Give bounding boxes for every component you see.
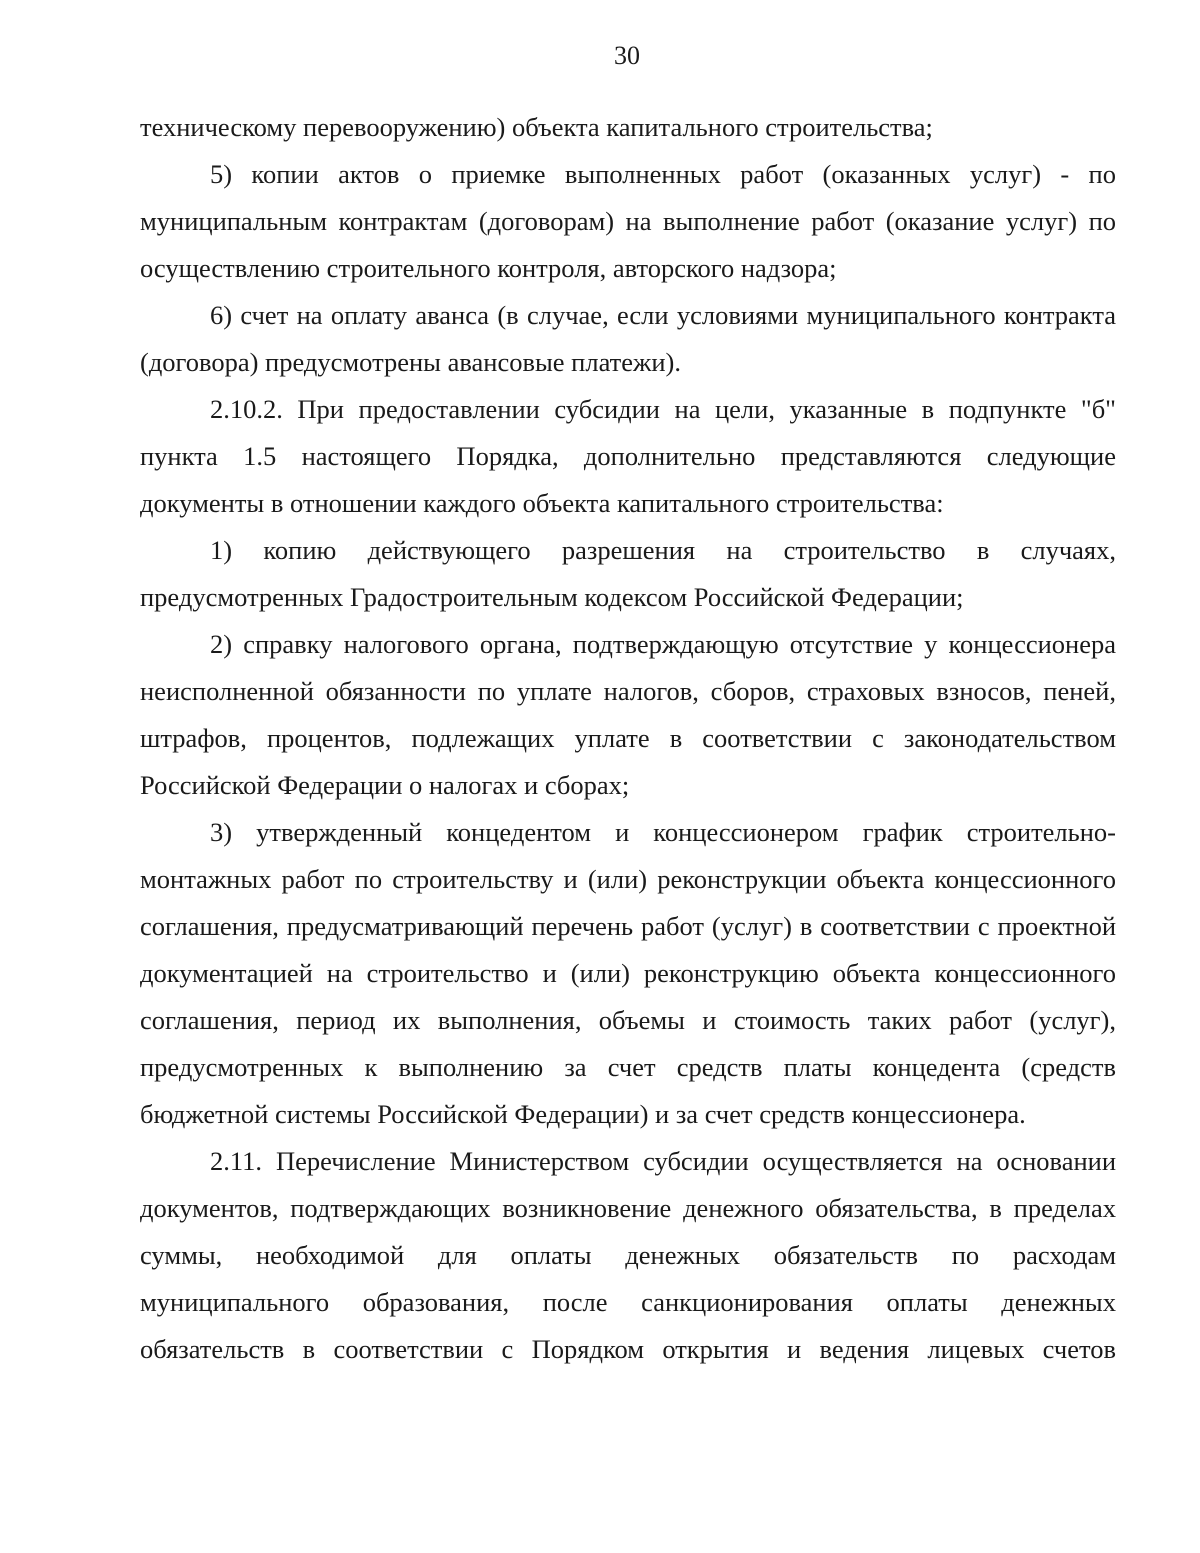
paragraph-item-6: 6) счет на оплату аванса (в случае, если условиями муниципального контракта (договора) предусмотрены авансовые платежи). (140, 300, 1116, 377)
paragraph-continuation: техническому перевооружению) объекта капитального строительства; (140, 112, 933, 142)
paragraph-item-2: 2) справку налогового органа, подтверждающую отсутствие у концессионера неисполненной обязанности по уплате налогов, сборов, страховых взносов, пеней, штрафов, процентов, подлежащих уплате в соответствии с законодательством Российской Федерации о налогах и сборах; (140, 629, 1116, 800)
paragraph-item-3: 3) утвержденный концедентом и концессионером график строительно-монтажных работ по строительству и (или) реконструкции объекта концессионного соглашения, предусматривающий перечень работ (услуг) в соответствии с проектной документацией на строительство и (или) реконструкцию объекта концессионного соглашения, период их выполнения, объемы и стоимость таких работ (услуг), предусмотренных к выполнению за счет средств платы концедента (средств бюджетной системы Российской Федерации) и за счет средств концессионера. (140, 817, 1116, 1129)
paragraph-2-11: 2.11. Перечисление Министерством субсидии осуществляется на основании документов, подтверждающих возникновение денежного обязательства, в пределах суммы, необходимой для оплаты денежных обязательств по расходам муниципального образования, после санкционирования оплаты денежных обязательств в соответствии с Порядком открытия и ведения лицевых счетов (140, 1146, 1116, 1364)
paragraph-item-1: 1) копию действующего разрешения на строительство в случаях, предусмотренных Градостроительным кодексом Российской Федерации; (140, 535, 1116, 612)
paragraph-item-5: 5) копии актов о приемке выполненных работ (оказанных услуг) - по муниципальным контрактам (договорам) на выполнение работ (оказание услуг) по осуществлению строительного контроля, авторского надзора; (140, 159, 1116, 283)
paragraph-2-10-2: 2.10.2. При предоставлении субсидии на цели, указанные в подпункте "б" пункта 1.5 настоящего Порядка, дополнительно представляются следующие документы в отношении каждого объекта капитального строительства: (140, 394, 1116, 518)
document-body (140, 104, 1116, 1373)
page-number: 30 (614, 41, 640, 70)
